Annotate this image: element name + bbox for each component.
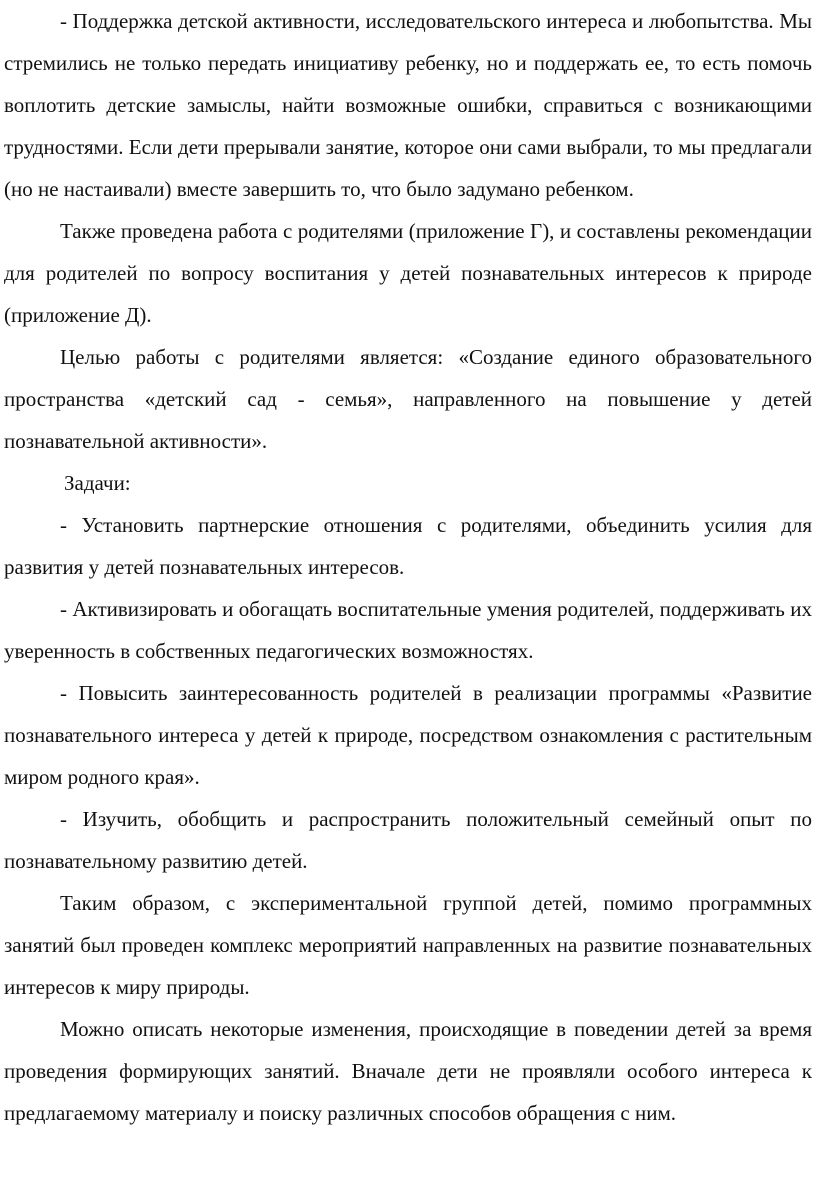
paragraph-support-activity: - Поддержка детской активности, исследовательского интереса и любопытства. Мы стремились не только передать инициативу ребенку, но и поддержать ее, то есть помочь воплотить детские замыслы, найти возможные ошибки, справиться с возникающими трудностями. Если дети прерывали занятие, которое они сами выбрали, то мы предлагали (но не настаивали) вместе завершить то, что было задумано ребенком.	[4, 9, 812, 201]
task-item-activate: - Активизировать и обогащать воспитательные умения родителей, поддерживать их уверенность в собственных педагогических возможностях.	[4, 597, 812, 663]
task-item-study: - Изучить, обобщить и распространить положительный семейный опыт по познавательному развитию детей.	[4, 807, 812, 873]
paragraph-goal: Целью работы с родителями является: «Создание единого образовательного пространства «детский сад - семья», направленного на повышение у детей познавательной активности».	[4, 345, 812, 453]
document-body	[4, 0, 812, 1134]
paragraph-parents-work: Также проведена работа с родителями (приложение Г), и составлены рекомендации для родителей по вопросу воспитания у детей познавательных интересов к природе (приложение Д).	[4, 219, 812, 327]
paragraph-summary: Таким образом, с экспериментальной группой детей, помимо программных занятий был проведен комплекс мероприятий направленных на развитие познавательных интересов к миру природы.	[4, 891, 812, 999]
paragraph-changes: Можно описать некоторые изменения, происходящие в поведении детей за время проведения формирующих занятий. Вначале дети не проявляли особого интереса к предлагаемому материалу и поиску различных способов обращения с ним.	[4, 1017, 812, 1125]
task-item-interest: - Повысить заинтересованность родителей в реализации программы «Развитие познавательного интереса у детей к природе, посредством ознакомления с растительным миром родного края».	[4, 681, 812, 789]
tasks-heading: Задачи:	[64, 471, 131, 495]
task-item-partnership: - Установить партнерские отношения с родителями, объединить усилия для развития у детей познавательных интересов.	[4, 513, 812, 579]
